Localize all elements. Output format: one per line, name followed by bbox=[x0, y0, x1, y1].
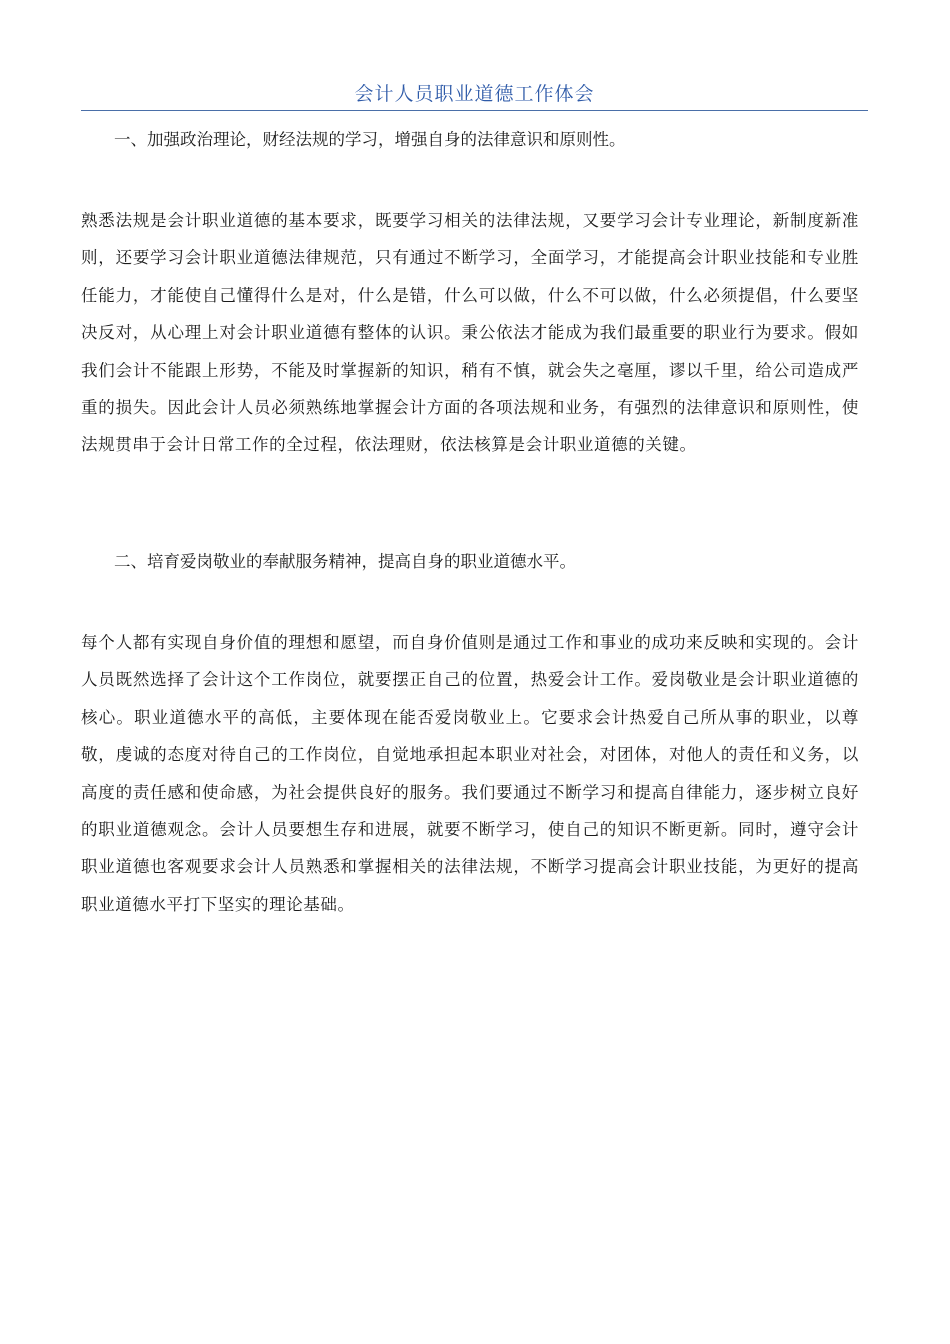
document-title: 会计人员职业道德工作体会 bbox=[354, 83, 595, 105]
section-1-heading: 一、加强政治理论，财经法规的学习，增强自身的法律意识和原则性。 bbox=[114, 130, 626, 149]
document-header bbox=[81, 80, 868, 111]
section-2-heading: 二、培育爱岗敬业的奉献服务精神，提高自身的职业道德水平。 bbox=[114, 552, 576, 571]
section-1-paragraph: 熟悉法规是会计职业道德的基本要求，既要学习相关的法律法规，又要学习会计专业理论，新制度新准则，还要学习会计职业道德法律规范，只有通过不断学习，全面学习，才能提高会计职业技能和专业胜任能力，才能使自己懂得什么是对，什么是错，什么可以做，什么不可以做，什么必须提倡，什么要坚决反对，从心理上对会计职业道德有整体的认识。秉公依法才能成为我们最重要的职业行为要求。假如我们会计不能跟上形势，不能及时掌握新的知识，稍有不慎，就会失之毫厘，谬以千里，给公司造成严重的损失。因此会计人员必须熟练地掌握会计方面的各项法规和业务，有强烈的法律意识和原则性，使法规贯串于会计日常工作的全过程，依法理财，依法核算是会计职业道德的关键。 bbox=[81, 211, 859, 455]
section-2-paragraph: 每个人都有实现自身价值的理想和愿望，而自身价值则是通过工作和事业的成功来反映和实现的。会计人员既然选择了会计这个工作岗位，就要摆正自己的位置，热爱会计工作。爱岗敬业是会计职业道德的核心。职业道德水平的高低，主要体现在能否爱岗敬业上。它要求会计热爱自己所从事的职业，以尊敬，虔诚的态度对待自己的工作岗位，自觉地承担起本职业对社会，对团体，对他人的责任和义务，以高度的责任感和使命感，为社会提供良好的服务。我们要通过不断学习和提高自律能力，逐步树立良好的职业道德观念。会计人员要想生存和进展，就要不断学习，使自己的知识不断更新。同时，遵守会计职业道德也客观要求会计人员熟悉和掌握相关的法律法规，不断学习提高会计职业技能，为更好的提高职业道德水平打下坚实的理论基础。 bbox=[81, 633, 859, 914]
